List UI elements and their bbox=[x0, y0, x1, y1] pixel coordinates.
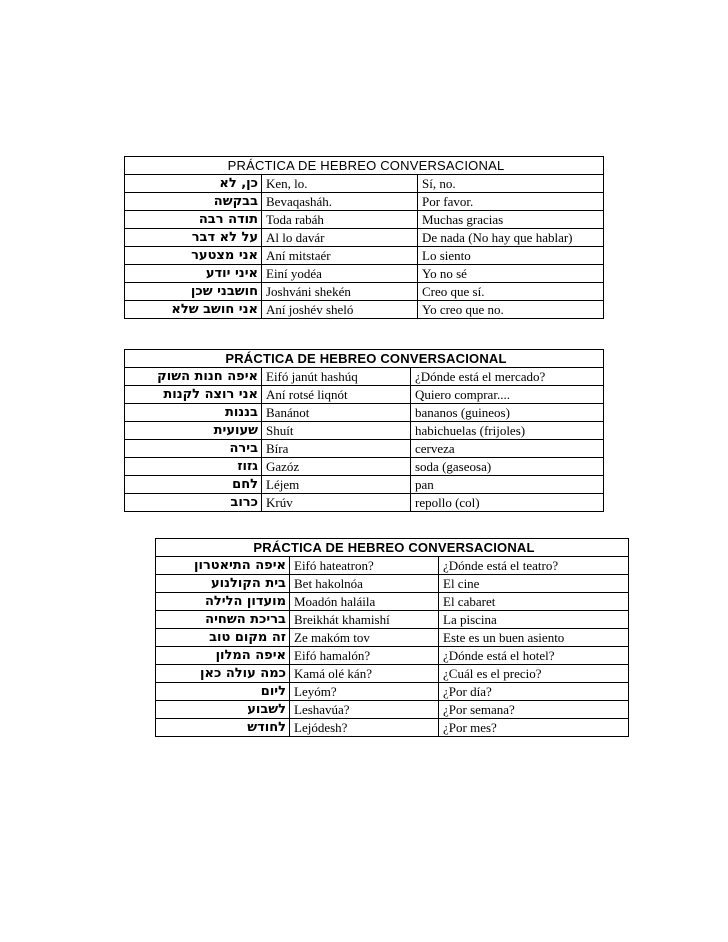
table-row bbox=[156, 719, 629, 737]
transliteration-cell: Eifó hamalón? bbox=[290, 647, 439, 665]
spanish-cell: bananos (guineos) bbox=[411, 404, 604, 422]
transliteration-cell: Bíra bbox=[262, 440, 411, 458]
table-title-row bbox=[156, 539, 629, 557]
table-title: PRÁCTICA DE HEBREO CONVERSACIONAL bbox=[156, 539, 629, 557]
spanish-cell: Quiero comprar.... bbox=[411, 386, 604, 404]
table-row bbox=[125, 229, 604, 247]
table-title-row bbox=[125, 157, 604, 175]
transliteration-cell: Bevaqasháh. bbox=[262, 193, 418, 211]
spanish-cell: Este es un buen asiento bbox=[439, 629, 629, 647]
table-row bbox=[125, 404, 604, 422]
transliteration-cell: Banánot bbox=[262, 404, 411, 422]
spanish-cell: Yo no sé bbox=[418, 265, 604, 283]
spanish-cell: Creo que sí. bbox=[418, 283, 604, 301]
transliteration-cell: Bet hakolnóa bbox=[290, 575, 439, 593]
spanish-cell: soda (gaseosa) bbox=[411, 458, 604, 476]
hebrew-cell: ליום bbox=[156, 683, 290, 701]
spanish-cell: De nada (No hay que hablar) bbox=[418, 229, 604, 247]
hebrew-cell: לחם bbox=[125, 476, 262, 494]
spanish-cell: ¿Por semana? bbox=[439, 701, 629, 719]
hebrew-cell: בית הקולנוע bbox=[156, 575, 290, 593]
transliteration-cell: Leshavúa? bbox=[290, 701, 439, 719]
transliteration-cell: Breikhát khamishí bbox=[290, 611, 439, 629]
hebrew-cell: לשבוע bbox=[156, 701, 290, 719]
spanish-cell: El cine bbox=[439, 575, 629, 593]
transliteration-cell: Al lo davár bbox=[262, 229, 418, 247]
hebrew-cell: מועדון הלילה bbox=[156, 593, 290, 611]
phrase-table-1 bbox=[124, 156, 604, 319]
spanish-cell: Muchas gracias bbox=[418, 211, 604, 229]
table-row bbox=[125, 265, 604, 283]
spanish-cell: repollo (col) bbox=[411, 494, 604, 512]
transliteration-cell: Gazóz bbox=[262, 458, 411, 476]
spanish-cell: cerveza bbox=[411, 440, 604, 458]
transliteration-cell: Ze makóm tov bbox=[290, 629, 439, 647]
hebrew-cell: תודה רבה bbox=[125, 211, 262, 229]
transliteration-cell: Moadón haláila bbox=[290, 593, 439, 611]
hebrew-cell: איפה המלון bbox=[156, 647, 290, 665]
spanish-cell: ¿Dónde está el mercado? bbox=[411, 368, 604, 386]
spanish-cell: Lo siento bbox=[418, 247, 604, 265]
hebrew-cell: אני מצטער bbox=[125, 247, 262, 265]
spanish-cell: ¿Dónde está el teatro? bbox=[439, 557, 629, 575]
transliteration-cell: Leyóm? bbox=[290, 683, 439, 701]
spanish-cell: ¿Dónde está el hotel? bbox=[439, 647, 629, 665]
hebrew-cell: איפה חנות השוק bbox=[125, 368, 262, 386]
transliteration-cell: Einí yodéa bbox=[262, 265, 418, 283]
spanish-cell: habichuelas (frijoles) bbox=[411, 422, 604, 440]
transliteration-cell: Toda rabáh bbox=[262, 211, 418, 229]
table-row bbox=[125, 422, 604, 440]
hebrew-cell: כן, לא bbox=[125, 175, 262, 193]
table-row bbox=[156, 665, 629, 683]
transliteration-cell: Ken, lo. bbox=[262, 175, 418, 193]
table-row bbox=[125, 247, 604, 265]
hebrew-cell: לחודש bbox=[156, 719, 290, 737]
spanish-cell: ¿Por día? bbox=[439, 683, 629, 701]
hebrew-cell: איני יודע bbox=[125, 265, 262, 283]
table-row bbox=[156, 575, 629, 593]
table-title-row bbox=[125, 350, 604, 368]
table-row bbox=[156, 683, 629, 701]
hebrew-cell: זה מקום טוב bbox=[156, 629, 290, 647]
table-row bbox=[156, 593, 629, 611]
transliteration-cell: Eifó hateatron? bbox=[290, 557, 439, 575]
spanish-cell: pan bbox=[411, 476, 604, 494]
hebrew-cell: כרוב bbox=[125, 494, 262, 512]
spanish-cell: Sí, no. bbox=[418, 175, 604, 193]
table-row bbox=[125, 175, 604, 193]
table-row bbox=[125, 440, 604, 458]
hebrew-cell: בננות bbox=[125, 404, 262, 422]
hebrew-cell: בירה bbox=[125, 440, 262, 458]
spanish-cell: ¿Cuál es el precio? bbox=[439, 665, 629, 683]
table-row bbox=[156, 629, 629, 647]
table-row bbox=[125, 283, 604, 301]
transliteration-cell: Aní mitstaér bbox=[262, 247, 418, 265]
table-title: PRÁCTICA DE HEBREO CONVERSACIONAL bbox=[125, 350, 604, 368]
phrase-table-2 bbox=[124, 349, 604, 512]
table-row bbox=[125, 193, 604, 211]
hebrew-cell: אני רוצה לקנות bbox=[125, 386, 262, 404]
spanish-cell: ¿Por mes? bbox=[439, 719, 629, 737]
hebrew-cell: אני חושב שלא bbox=[125, 301, 262, 319]
hebrew-cell: כמה עולה כאן bbox=[156, 665, 290, 683]
hebrew-cell: בריכת השחיה bbox=[156, 611, 290, 629]
spanish-cell: Yo creo que no. bbox=[418, 301, 604, 319]
table-row bbox=[156, 611, 629, 629]
hebrew-cell: איפה התיאטרון bbox=[156, 557, 290, 575]
phrase-table-3 bbox=[155, 538, 629, 737]
transliteration-cell: Joshváni shekén bbox=[262, 283, 418, 301]
hebrew-cell: שעועית bbox=[125, 422, 262, 440]
spanish-cell: Por favor. bbox=[418, 193, 604, 211]
hebrew-cell: חושבני שכן bbox=[125, 283, 262, 301]
table-row bbox=[125, 211, 604, 229]
hebrew-cell: גזוז bbox=[125, 458, 262, 476]
table-row bbox=[125, 301, 604, 319]
transliteration-cell: Léjem bbox=[262, 476, 411, 494]
spanish-cell: El cabaret bbox=[439, 593, 629, 611]
table-row bbox=[156, 701, 629, 719]
hebrew-cell: על לא דבר bbox=[125, 229, 262, 247]
table-row bbox=[125, 494, 604, 512]
transliteration-cell: Shuít bbox=[262, 422, 411, 440]
transliteration-cell: Eifó janút hashúq bbox=[262, 368, 411, 386]
transliteration-cell: Aní joshév sheló bbox=[262, 301, 418, 319]
table-row bbox=[156, 647, 629, 665]
transliteration-cell: Krúv bbox=[262, 494, 411, 512]
table-row bbox=[156, 557, 629, 575]
table-title: PRÁCTICA DE HEBREO CONVERSACIONAL bbox=[125, 157, 604, 175]
table-row bbox=[125, 386, 604, 404]
table-row bbox=[125, 476, 604, 494]
spanish-cell: La piscina bbox=[439, 611, 629, 629]
transliteration-cell: Aní rotsé liqnót bbox=[262, 386, 411, 404]
transliteration-cell: Kamá olé kán? bbox=[290, 665, 439, 683]
table-row bbox=[125, 368, 604, 386]
table-row bbox=[125, 458, 604, 476]
transliteration-cell: Lejódesh? bbox=[290, 719, 439, 737]
hebrew-cell: בבקשה bbox=[125, 193, 262, 211]
